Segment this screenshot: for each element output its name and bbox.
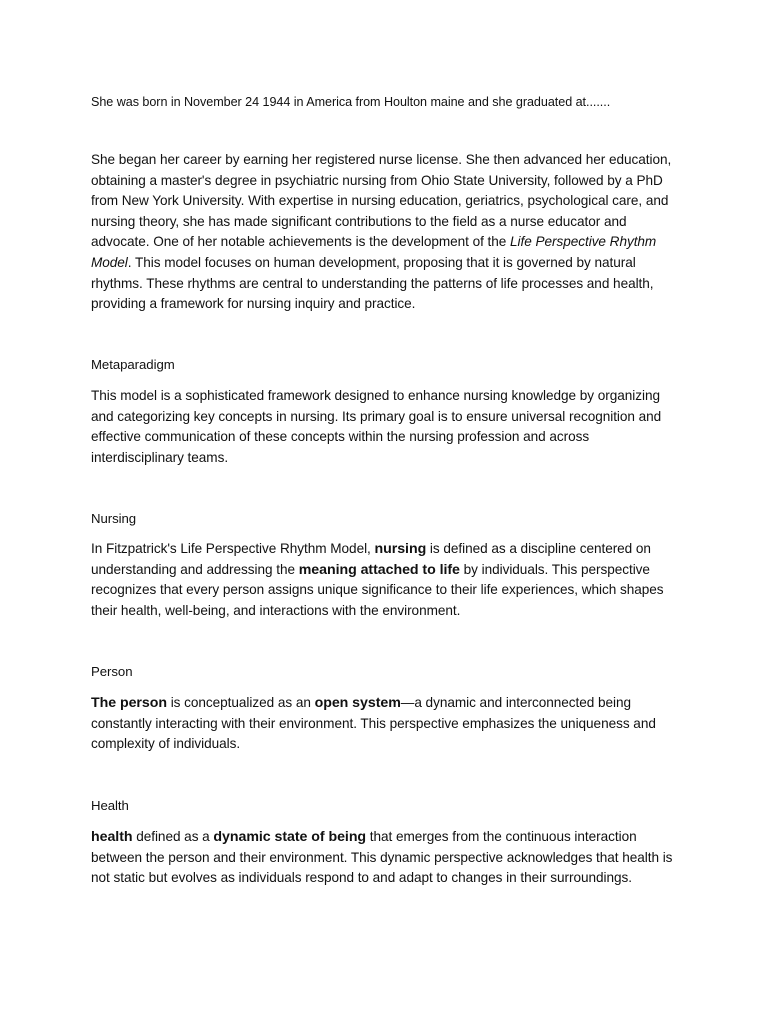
intro-paragraph: She was born in November 24 1944 in America from Houlton maine and she graduated at....... <box>91 95 611 109</box>
health-paragraph <box>91 827 681 889</box>
nursing-key-phrase: meaning attached to life <box>298 561 460 578</box>
biography-paragraph <box>91 150 681 315</box>
health-heading: Health <box>91 798 129 813</box>
person-key-phrase: open system <box>314 695 401 711</box>
person-paragraph <box>91 693 681 755</box>
nursing-text-1: In Fitzpatrick's Life Perspective Rhythm Model, <box>91 541 375 556</box>
health-text-2: that emerges from the continuous interaction between the person and their environment. This dynamic perspective acknowledges that health is not static but evolves as individuals respond to and adapt to changes in their surroundings. <box>91 829 673 886</box>
bio-text-2: . This model focuses on human development, proposing that it is governed by natural rhythms. These rhythms are central to understanding the patterns of life processes and health, providing a framework for nursing inquiry and practice. <box>91 254 654 312</box>
metaparadigm-paragraph: This model is a sophisticated framework designed to enhance nursing knowledge by organizing and categorizing key concepts in nursing. Its primary goal is to ensure universal recognition and effective communication of these concepts within the nursing profession and across interdisciplinary teams. <box>91 388 662 465</box>
bio-model-name: Life Perspective Rhythm Model <box>91 234 657 270</box>
health-key-phrase: dynamic state of being <box>213 829 367 845</box>
person-term: The person <box>91 695 167 711</box>
person-text-2: —a dynamic and interconnected being constantly interacting with their environment. This perspective emphasizes the uniqueness and complexity of individuals. <box>91 695 656 752</box>
bio-text-1: She began her career by earning her registered nurse license. She then advanced her education, obtaining a master's degree in psychiatric nursing from Ohio State University, followed by a PhD from New York University. With expertise in nursing education, geriatrics, psychological care, and nursing theory, she has made significant contributions to the field as a nurse educator and advocate. One of her notable achievements is the development of the <box>91 152 672 250</box>
person-text-1: is conceptualized as an <box>166 695 315 710</box>
health-text-1: defined as a <box>132 829 214 844</box>
nursing-text-3: by individuals. This perspective recognizes that every person assigns unique significance to their life experiences, which shapes their health, well-being, and interactions with the environment. <box>91 561 664 618</box>
metaparadigm-heading: Metaparadigm <box>91 357 175 372</box>
person-heading: Person <box>91 664 133 679</box>
health-term: health <box>91 829 133 845</box>
nursing-paragraph <box>91 539 681 621</box>
nursing-text-2: is defined as a discipline centered on understanding and addressing the <box>91 541 651 577</box>
nursing-term: nursing <box>374 541 427 557</box>
nursing-heading: Nursing <box>91 511 137 526</box>
